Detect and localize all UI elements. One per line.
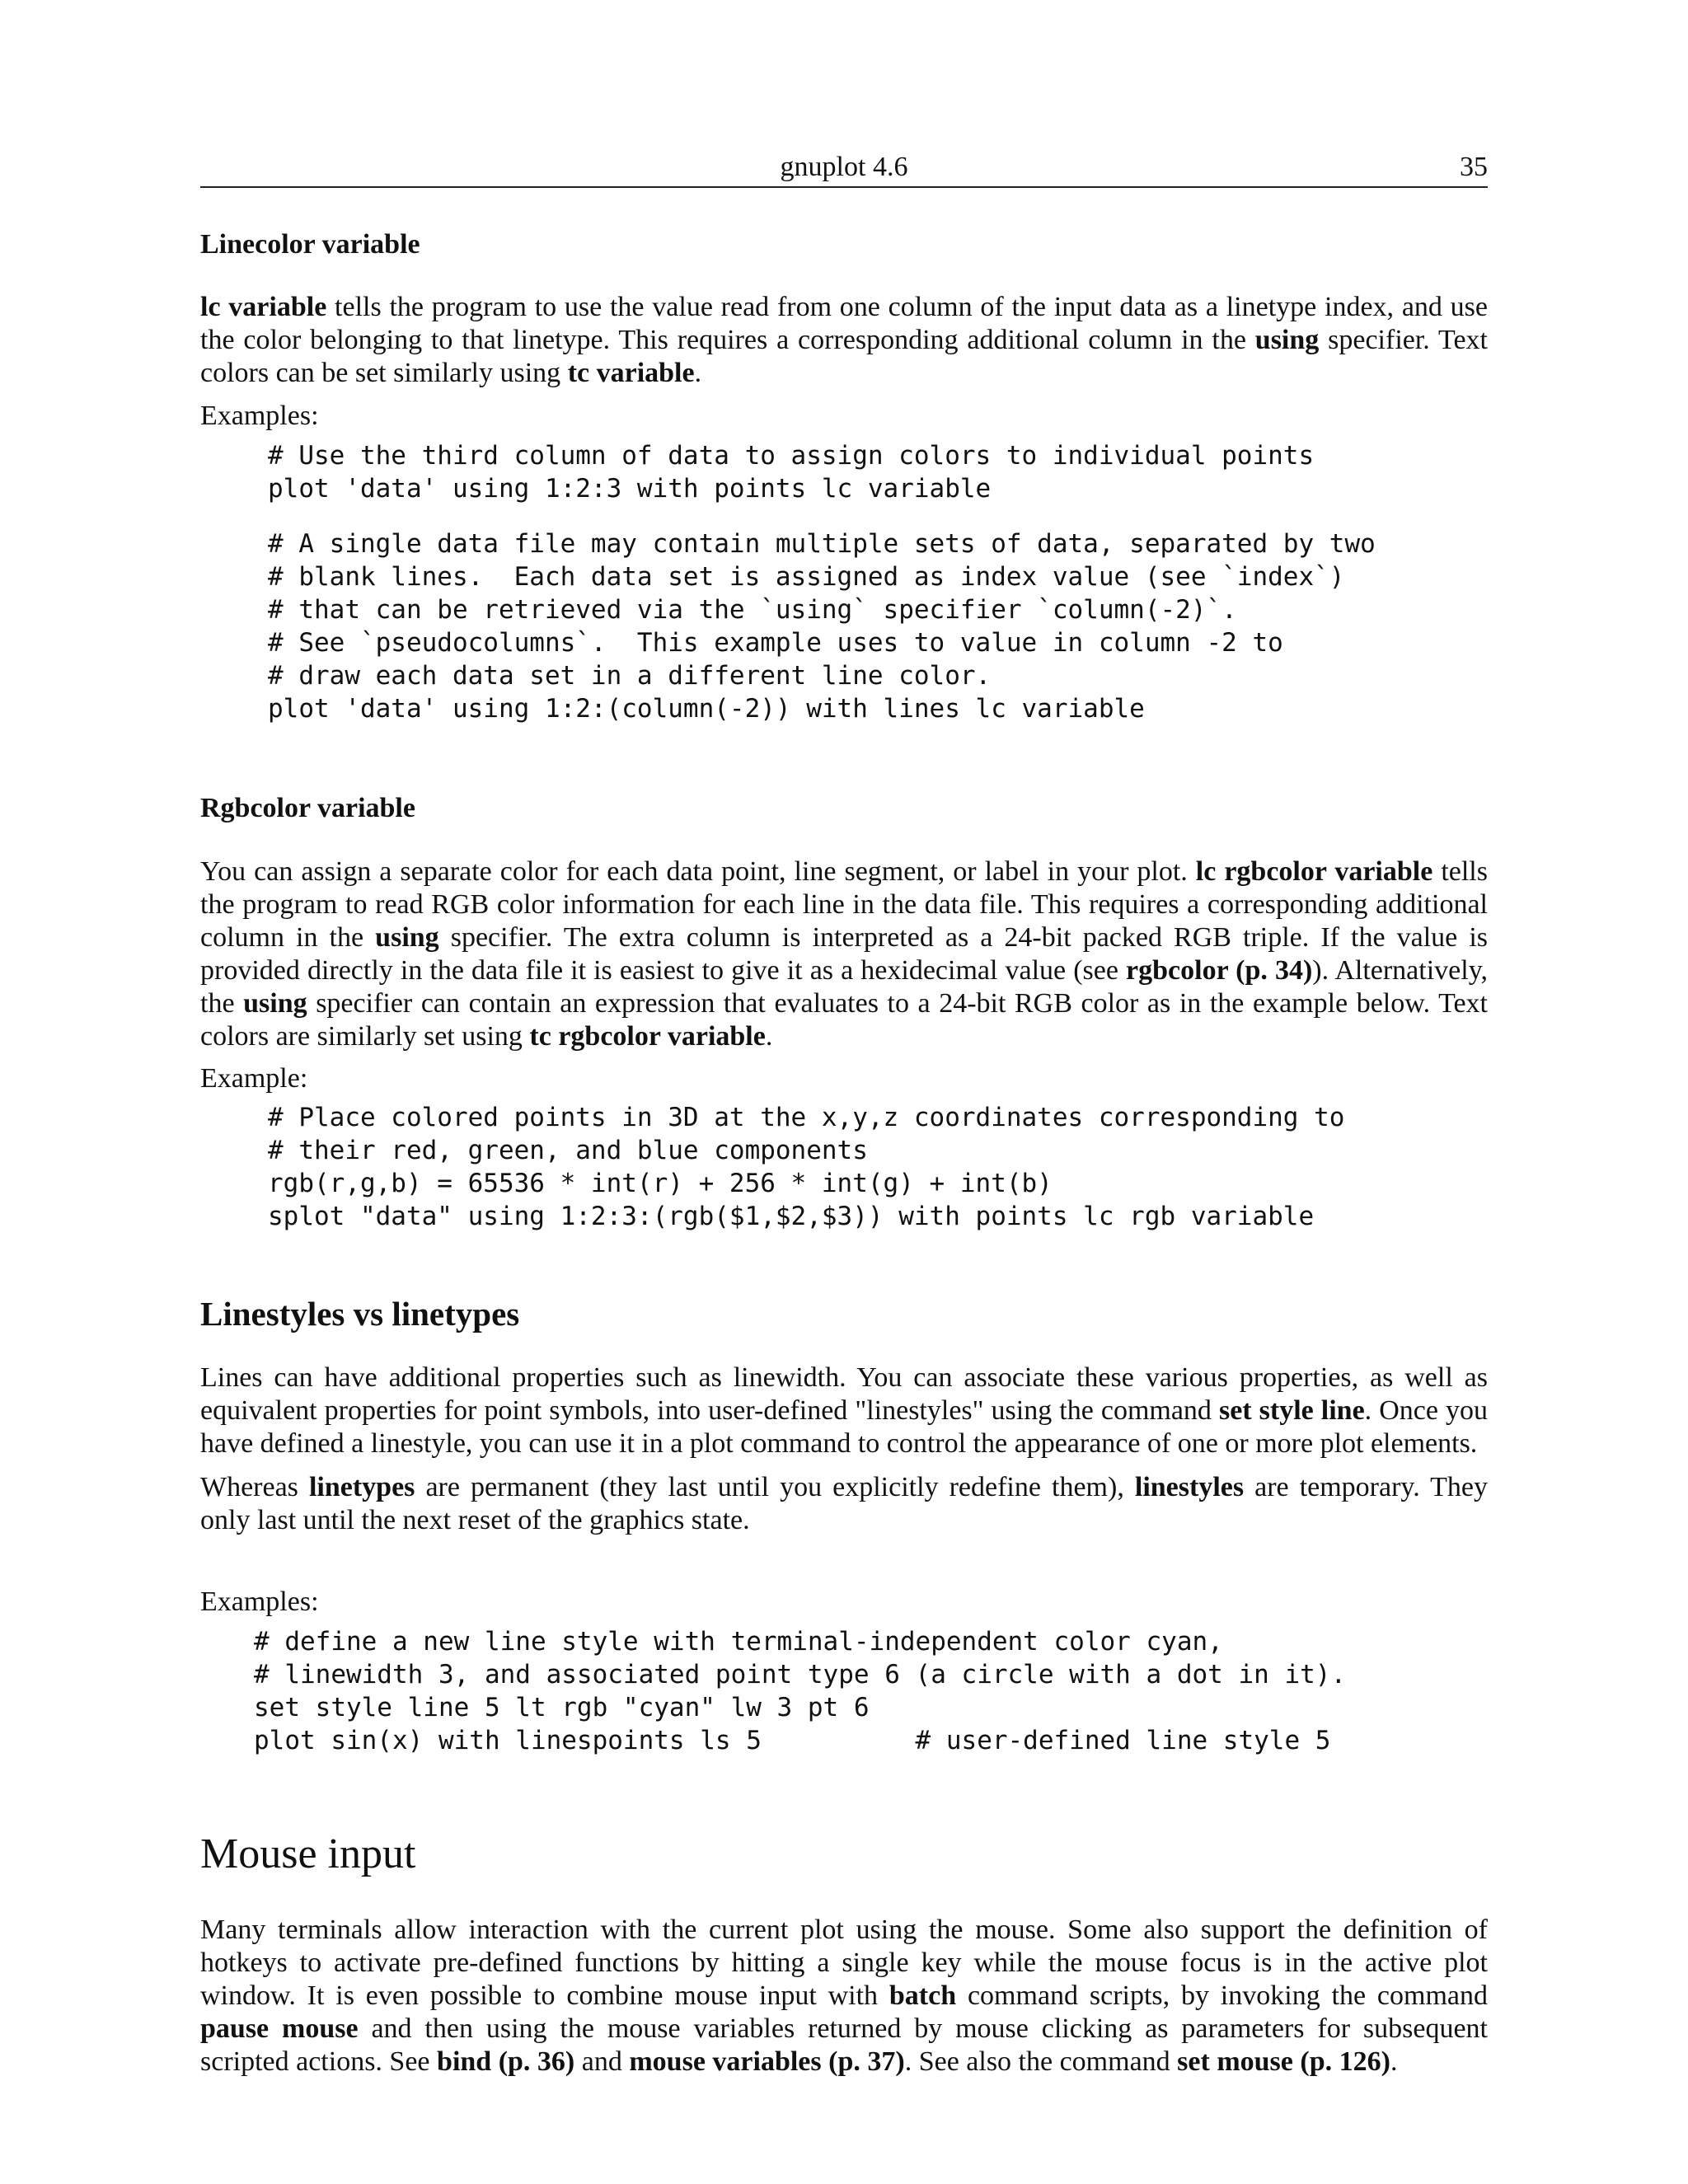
text-run: You can assign a separate color for each data point, line segment, or label in your plot.: [200, 856, 1196, 887]
code-block-rgbcolor: # Place colored points in 3D at the x,y,z coordinates corresponding to # their red, green, and blue components rgb(r,g,b) = 65536 * int(r) + 256 * int(g) + int(b) splot "data" using 1:2:3:(rgb($1,$2,$3)) with points lc rgb variable: [268, 1103, 1345, 1231]
heading-mouse-input: Mouse input: [200, 1830, 416, 1877]
bold-term: rgbcolor (p. 34): [1126, 955, 1313, 986]
text-run: command scripts, by invoking the command: [956, 1980, 1488, 2011]
text-run: Many terminals allow interaction with the current plot using the mouse. Some also support the definition of hotkeys to activate pre-defined functions by hitting a single key while the mouse focus is in the active plot window. It is even possible to combine mouse input with: [200, 1915, 1488, 2011]
text-run: .: [694, 358, 702, 388]
text-run: Lines can have additional properties such as linewidth. You can associate these various properties, as well as equivalent properties for point symbols, into user-defined "linestyles" using the command: [200, 1362, 1488, 1426]
linestyles-paragraph-2: [200, 1471, 1488, 1537]
rgbcolor-section: [200, 855, 1488, 1053]
rgbcolor-paragraph: [200, 855, 1488, 1053]
text-run: Whereas: [200, 1472, 309, 1502]
text-run: specifier. The extra column is interpreted as a 24-bit packed RGB triple. If the value is provided directly in the data file it is easiest to give it as a hexidecimal value (see: [200, 922, 1489, 986]
bold-term: using: [1254, 325, 1320, 355]
bold-term: batch: [889, 1980, 957, 2011]
mouse-paragraph: [200, 1914, 1488, 2079]
heading-linestyles-vs-linetypes: Linestyles vs linetypes: [200, 1295, 520, 1333]
bold-term: using: [243, 988, 307, 1019]
bold-term: pause mouse: [200, 2013, 359, 2044]
text-run: specifier can contain an expression that evaluates to a 24-bit RGB color as in the example below. Text colors are similarly set using: [200, 988, 1488, 1052]
text-run: and: [574, 2046, 630, 2077]
linestyles-paragraph-1: [200, 1361, 1488, 1460]
bold-term: tc rgbcolor variable: [529, 1021, 766, 1052]
text-run: and then using the mouse variables returned by mouse clicking as parameters for subsequent scripted actions. See: [200, 2013, 1488, 2077]
header-title: gnuplot 4.6: [780, 152, 908, 182]
code-block-linestyles: # define a new line style with terminal-independent color cyan, # linewidth 3, and associated point type 6 (a circle with a dot in it). set style line 5 lt rgb "cyan" lw 3 pt 6 plot sin(x) with linespoints ls 5 # user-defined line style 5: [254, 1627, 1347, 1755]
bold-term: linestyles: [1134, 1472, 1245, 1502]
text-run: tells the program to read RGB color information for each line in the data file. This requires a corresponding additional column in the: [200, 856, 1488, 953]
text-run: ). Alternatively, the: [200, 955, 1488, 1019]
text-run: are temporary. They only last until the next reset of the graphics state.: [200, 1472, 1488, 1535]
page-number: 35: [1460, 152, 1488, 182]
bold-term: tc variable: [567, 358, 695, 388]
bold-term: lc rgbcolor variable: [1195, 856, 1433, 887]
running-header: [200, 150, 1488, 188]
bold-term: bind (p. 36): [437, 2046, 575, 2077]
bold-term: using: [375, 922, 439, 953]
text-run: tells the program to use the value read from one column of the input data as a linetype index, and use the color belonging to that linetype. This requires a corresponding additional column in the: [200, 292, 1488, 355]
text-run: . See also the command: [904, 2046, 1178, 2077]
bold-term: set style line: [1218, 1395, 1365, 1426]
mouse-section: [200, 1914, 1488, 2079]
example-label: Example:: [200, 1063, 308, 1094]
examples-label: Examples:: [200, 1586, 319, 1617]
examples-label: Examples:: [200, 401, 319, 431]
linestyles-section: [200, 1361, 1488, 1537]
text-run: . Once you have defined a linestyle, you can use it in a plot command to control the appearance of one or more plot elements.: [200, 1395, 1488, 1459]
heading-rgbcolor-variable: Rgbcolor variable: [200, 793, 415, 823]
bold-term: linetypes: [308, 1472, 415, 1502]
heading-linecolor-variable: Linecolor variable: [200, 229, 420, 260]
bold-term: lc variable: [200, 292, 327, 322]
linecolor-section: [200, 291, 1488, 390]
text-run: .: [765, 1021, 773, 1052]
text-run: are permanent (they last until you explicitly redefine them),: [415, 1472, 1135, 1502]
code-block-linecolor-2: # A single data file may contain multiple sets of data, separated by two # blank lines. Each data set is assigned as index value (see `index`) # that can be retrieved via the `using` specifier `column(-2)`. # See `pseudocolumns`. This example uses to value in column -2 to # draw each data set in a different line color. plot 'data' using 1:2:(column(-2)) with lines lc variable: [268, 529, 1376, 724]
linecolor-paragraph: [200, 291, 1488, 390]
code-block-linecolor-1: # Use the third column of data to assign colors to individual points plot 'data' using 1:2:3 with points lc variable: [268, 441, 1315, 504]
bold-term: set mouse (p. 126): [1177, 2046, 1390, 2077]
text-run: specifier. Text colors can be set similarly using: [200, 325, 1488, 388]
text-run: .: [1390, 2046, 1398, 2077]
bold-term: mouse variables (p. 37): [629, 2046, 905, 2077]
